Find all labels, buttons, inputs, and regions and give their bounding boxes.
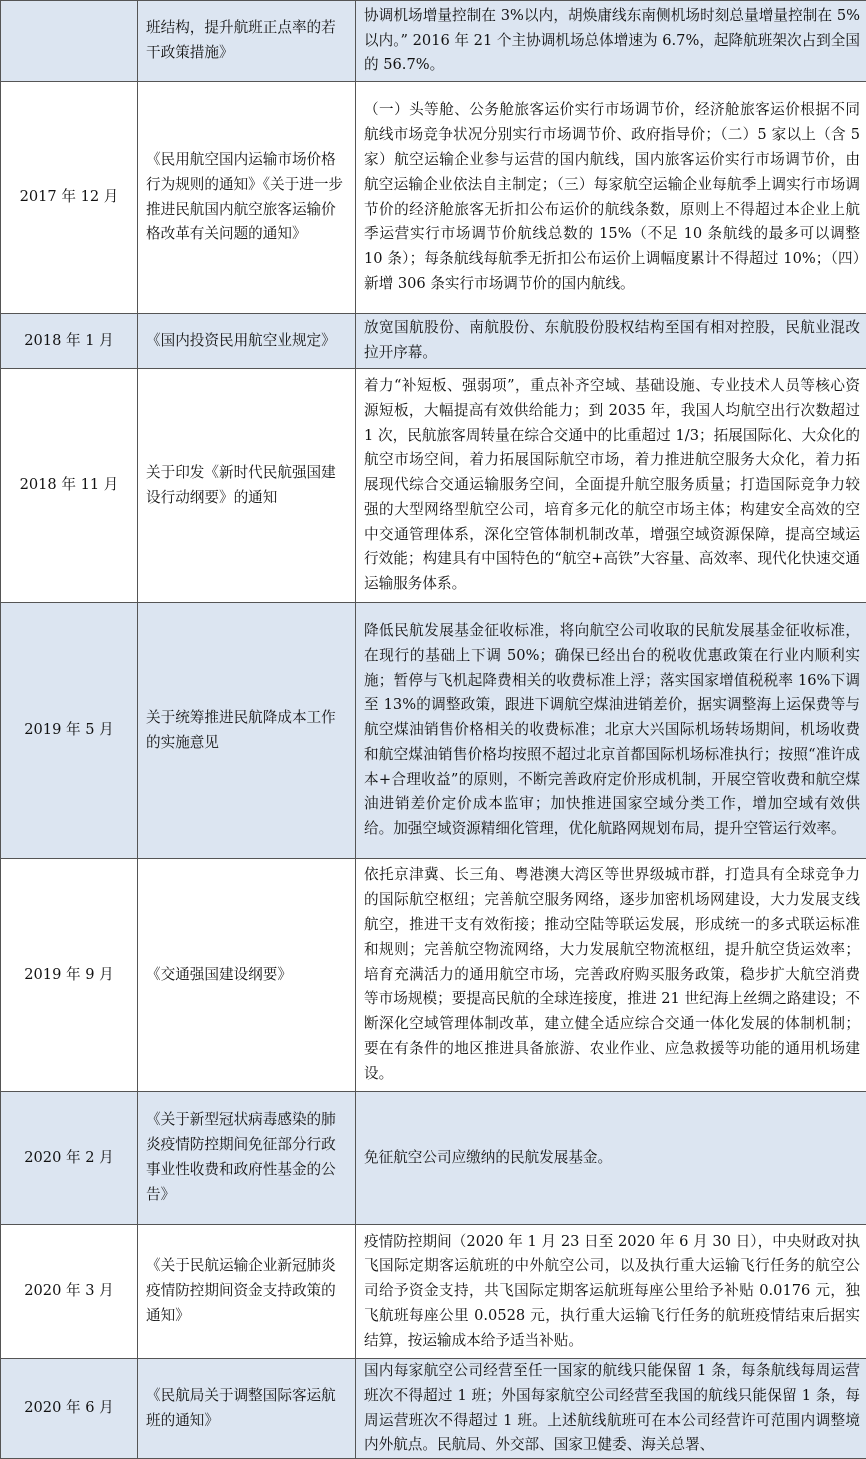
row-policy-content: 放宽国航股份、南航股份、东航股份股权结构至国有相对控股，民航业混改拉开序幕。: [356, 314, 866, 369]
table-row: [1, 1, 866, 82]
row-date: 2017 年 12 月: [1, 82, 138, 314]
row-policy-content: （一）头等舱、公务舱旅客运价实行市场调节价，经济舱旅客运价根据不同航线市场竞争状况分别实行市场调节价、政府指导价；（二）5 家以上（含 5 家）航空运输企业参与运营的国内航线，国内旅客运价实行市场调节价，由航空运输企业依法自主制定；（三）每家航空运输企业每航季上调实行市场调节价的经济舱旅客无折扣公布运价的航线条数，原则上不得超过本企业上航季运营实行市场调节价航线总数的 15%（不足 10 条航线的最多可以调整 10 条）；每条航线每航季无折扣公布运价上调幅度累计不得超过 10%；（四）新增 306 条实行市场调节价的国内航线。: [356, 82, 866, 314]
row-policy-content: 着力“补短板、强弱项”，重点补齐空域、基础设施、专业技术人员等核心资源短板，大幅提高有效供给能力；到 2035 年，我国人均航空出行次数超过 1 次，民航旅客周转量在综合交通中的比重超过 1/3；拓展国际化、大众化的航空市场空间，着力拓展国际航空市场，着力推进航空服务大众化，着力拓展现代综合交通运输服务空间，全面提升航空服务质量；打造国际竞争力较强的大型网络型航空公司，培育多元化的航空市场主体；构建安全高效的空中交通管理体系，深化空管体制机制改革，增强空域资源保障，提高空域运行效能；构建具有中国特色的“航空+高铁”大容量、高效率、现代化快速交通运输服务体系。: [356, 369, 866, 603]
row-date: 2019 年 5 月: [1, 603, 138, 859]
row-policy-content: 降低民航发展基金征收标准，将向航空公司收取的民航发展基金征收标准，在现行的基础上下调 50%；确保已经出台的税收优惠政策在行业内顺利实施；暂停与飞机起降费相关的收费标准上浮；落实国家增值税税率 16%下调至 13%的调整政策，跟进下调航空煤油进销差价，据实调整海上运保费等与航空煤油销售价格相关的收费标准；北京大兴国际机场转场期间，机场收费和航空煤油销售价格均按照不超过北京首都国际机场标准执行；按照“准许成本+合理收益”的原则，不断完善政府定价形成机制，开展空管收费和航空煤油进销差价定价成本监审；加快推进国家空域分类工作，增加空域有效供给。加强空域资源精细化管理，优化航路网规划布局，提升空管运行效率。: [356, 603, 866, 859]
table-row: [1, 1359, 866, 1459]
row-policy-title: 《民用航空国内运输市场价格行为规则的通知》《关于进一步推进民航国内航空旅客运输价格改革有关问题的通知》: [138, 82, 356, 314]
table-row: [1, 859, 866, 1092]
row-policy-title: 《国内投资民用航空业规定》: [138, 314, 356, 369]
row-policy-title: 《民航局关于调整国际客运航班的通知》: [138, 1359, 356, 1459]
row-policy-content: 协调机场增量控制在 3%以内，胡焕庸线东南侧机场时刻总量增量控制在 5%以内。” 2016 年 21 个主协调机场总体增速为 6.7%，起降航班架次占到全国的 56.7%。: [356, 1, 866, 82]
table-row: [1, 369, 866, 603]
row-date: 2020 年 2 月: [1, 1092, 138, 1225]
row-policy-content: 依托京津冀、长三角、粤港澳大湾区等世界级城市群，打造具有全球竞争力的国际航空枢纽；完善航空服务网络，逐步加密机场网建设，大力发展支线航空，推进干支有效衔接；推动空陆等联运发展，形成统一的多式联运标准和规则；完善航空物流网络，大力发展航空物流枢纽，提升航空货运效率；培育充满活力的通用航空市场，完善政府购买服务政策，稳步扩大航空消费等市场规模；要提高民航的全球连接度，推进 21 世纪海上丝绸之路建设；不断深化空域管理体制改革，建立健全适应综合交通一体化发展的体制机制；要在有条件的地区推进具备旅游、农业作业、应急救援等功能的通用机场建设。: [356, 859, 866, 1092]
row-policy-title: 关于统筹推进民航降成本工作的实施意见: [138, 603, 356, 859]
row-date: 2019 年 9 月: [1, 859, 138, 1092]
row-policy-content: 免征航空公司应缴纳的民航发展基金。: [356, 1092, 866, 1225]
row-policy-title: 《关于民航运输企业新冠肺炎疫情防控期间资金支持政策的通知》: [138, 1225, 356, 1359]
row-policy-content: 疫情防控期间（2020 年 1 月 23 日至 2020 年 6 月 30 日），中央财政对执飞国际定期客运航班的中外航空公司，以及执行重大运输飞行任务的航空公司给予资金支持，共飞国际定期客运航班每座公里给予补贴 0.0176 元，独飞航班每座公里 0.0528 元，执行重大运输飞行任务的航班疫情结束后据实结算，按运输成本给予适当补贴。: [356, 1225, 866, 1359]
row-policy-title: 《交通强国建设纲要》: [138, 859, 356, 1092]
row-policy-content: 国内每家航空公司经营至任一国家的航线只能保留 1 条，每条航线每周运营班次不得超过 1 班；外国每家航空公司经营至我国的航线只能保留 1 条，每周运营班次不得超过 1 班。上述航线航班可在本公司经营许可范围内调整境内外航点。民航局、外交部、国家卫健委、海关总署、: [356, 1359, 866, 1459]
table-row: [1, 603, 866, 859]
row-policy-title: 关于印发《新时代民航强国建设行动纲要》的通知: [138, 369, 356, 603]
row-policy-title: 《关于新型冠状病毒感染的肺炎疫情防控期间免征部分行政事业性收费和政府性基金的公告》: [138, 1092, 356, 1225]
row-date: 2020 年 3 月: [1, 1225, 138, 1359]
row-date: 2018 年 1 月: [1, 314, 138, 369]
row-date: 2020 年 6 月: [1, 1359, 138, 1459]
table-row: [1, 1225, 866, 1359]
row-date: [1, 1, 138, 82]
row-policy-title: 班结构，提升航班正点率的若干政策措施》: [138, 1, 356, 82]
table-row: [1, 82, 866, 314]
table-row: [1, 314, 866, 369]
table-row: [1, 1092, 866, 1225]
row-date: 2018 年 11 月: [1, 369, 138, 603]
